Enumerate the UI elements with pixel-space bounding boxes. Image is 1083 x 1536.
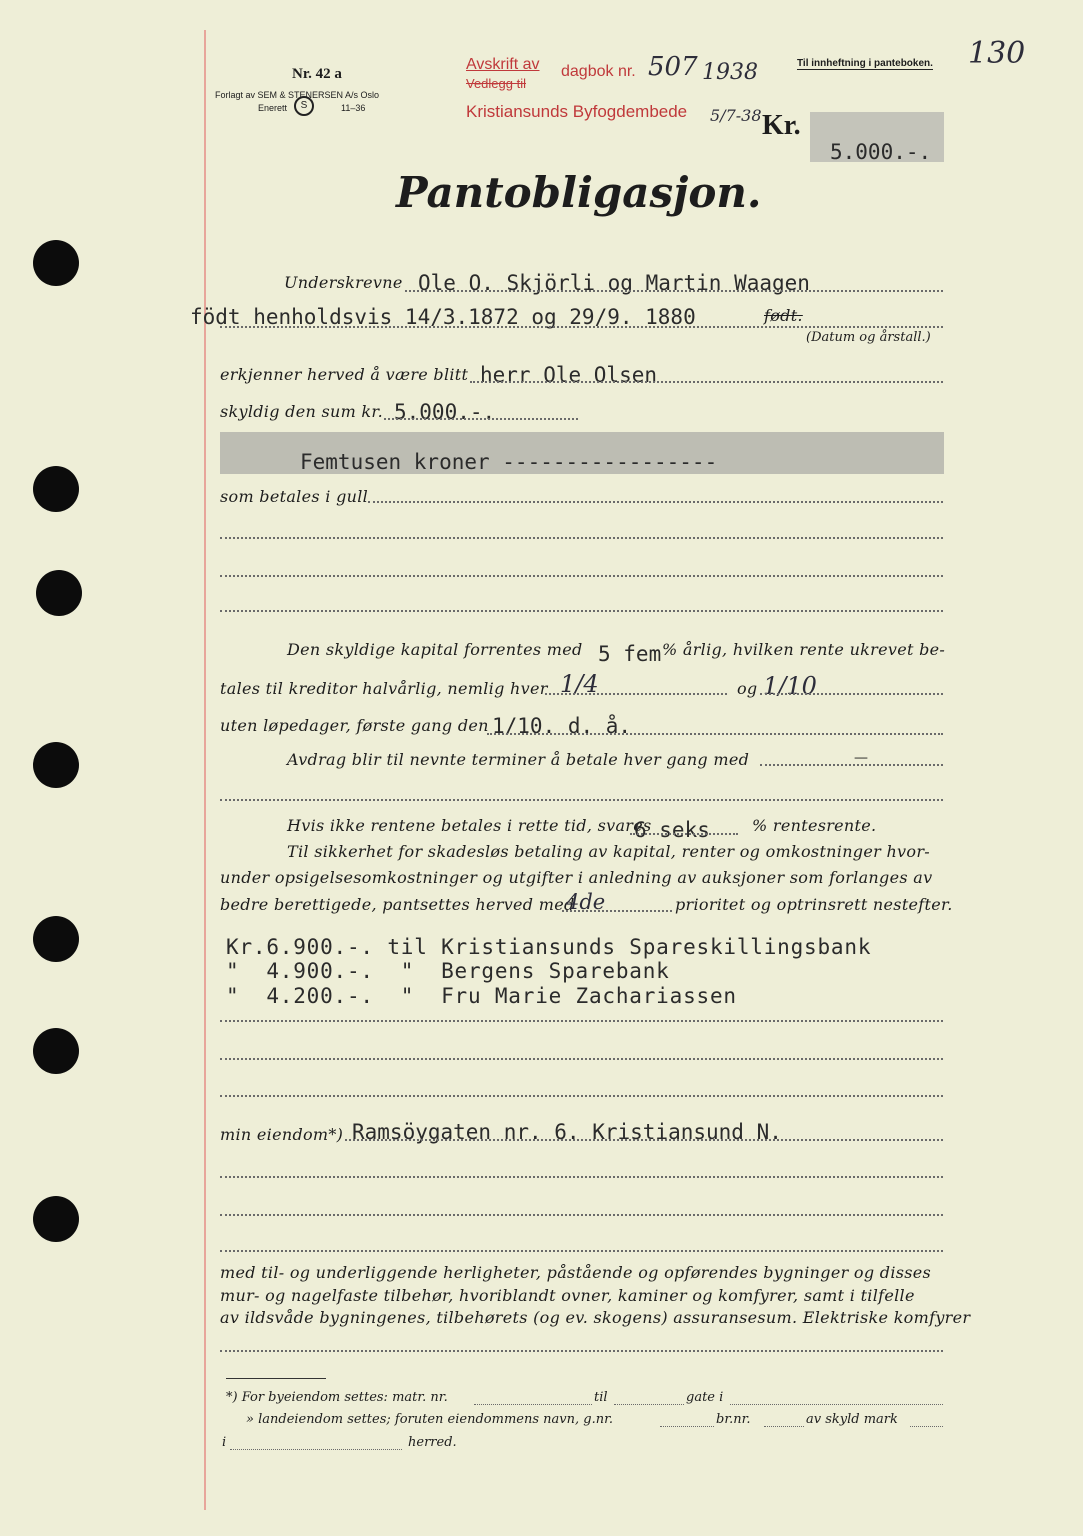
dagbok-year: 1938	[702, 60, 758, 85]
footnote-dotline-1	[474, 1404, 592, 1405]
blank-dotline-6	[220, 1058, 943, 1060]
form-number: Nr. 42 a	[292, 66, 342, 82]
red-margin-line	[204, 30, 206, 1510]
binder-hole-7	[33, 1196, 79, 1242]
rights-line: Enerett	[258, 103, 288, 113]
born-dotline	[220, 326, 943, 328]
dagbok-number: 507	[648, 52, 698, 82]
avdrag-dash: —	[854, 750, 868, 766]
annex-note: Til innheftning i panteboken.	[797, 58, 933, 69]
amount-words: Femtusen kroner -----------------	[300, 450, 718, 474]
property-value: Ramsöygaten nr. 6. Kristiansund N.	[352, 1120, 782, 1144]
footnote-1a: *) For byeiendom settes: matr. nr.	[226, 1390, 448, 1405]
blank-dotline-7	[220, 1095, 943, 1097]
hvis-dotline	[630, 833, 738, 835]
footnote-2a: » landeiendom settes; foruten eiendommens navn, g.nr.	[246, 1412, 613, 1427]
revision-line: 11–36	[341, 103, 366, 113]
debt-label: skyldig den sum kr.	[220, 402, 383, 421]
prior-claim-1: Kr.6.900.-. til Kristiansunds Spareskillingsbank	[226, 935, 872, 959]
page-number: 130	[968, 36, 1026, 71]
avdrag-text: Avdrag blir til nevnte terminer å betale hver gang med	[287, 750, 750, 769]
halfyear-text: tales til kreditor halvårlig, nemlig hver	[220, 679, 548, 698]
security-para-2: under opsigelsesomkostninger og utgifter i anledning av auksjoner som forlanges av	[220, 868, 933, 887]
priority-value: 4de	[566, 890, 606, 914]
court-date: 5/7-38	[710, 106, 762, 125]
first-date-dotline	[487, 733, 943, 735]
prior-claim-2: " 4.900.-. " Bergens Sparebank	[226, 959, 670, 983]
blank-dotline-8	[220, 1176, 943, 1178]
halfyear-og: og	[737, 679, 758, 698]
first-date-value: 1/10. d. å.	[492, 714, 632, 738]
footnote-dotline-3	[730, 1404, 943, 1405]
debt-value: 5.000.-.	[394, 400, 496, 424]
creditor-dotline	[470, 381, 943, 383]
interest-text-b: % årlig, hvilken rente ukrevet be-	[662, 640, 946, 659]
document-title: Pantobligasjon.	[396, 168, 762, 217]
halfyear-value-1: 1/4	[560, 670, 599, 698]
amount-value: 5.000.-.	[830, 140, 932, 164]
creditor-value: herr Ole Olsen	[480, 363, 658, 387]
binder-hole-4	[33, 742, 79, 788]
footnote-3a: i	[222, 1435, 227, 1450]
halfyear-dotline-1	[545, 693, 727, 695]
blank-dotline-3	[220, 610, 943, 612]
gold-label: som betales i gull	[220, 487, 369, 506]
gold-dotline	[368, 501, 943, 503]
creditor-label: erkjenner herved å være blitt	[220, 365, 469, 384]
blank-dotline-9	[220, 1214, 943, 1216]
undersign-value: Ole O. Skjörli og Martin Waagen	[418, 271, 810, 295]
blank-dotline-10	[220, 1250, 943, 1252]
undersign-dotline	[405, 290, 943, 292]
halfyear-value-2: 1/10	[763, 672, 817, 700]
binder-hole-2	[33, 466, 79, 512]
hvis-text-b: % rentesrente.	[752, 816, 877, 835]
born-value: födt henholdsvis 14/3.1872 og 29/9. 1880	[190, 305, 696, 329]
born-label: født.	[764, 306, 803, 325]
interest-value: 5 fem	[598, 642, 662, 666]
footnote-dotline-2	[614, 1404, 684, 1405]
blank-dotline-2	[220, 575, 943, 577]
blank-dotline-11	[220, 1350, 943, 1352]
dagbok-label: dagbok nr.	[561, 63, 636, 80]
prior-claim-3: " 4.200.-. " Fru Marie Zachariassen	[226, 984, 737, 1008]
court-name: Kristiansunds Byfogdembede	[466, 102, 688, 121]
footnote-2b: br.nr.	[716, 1412, 751, 1427]
property-dotline	[345, 1139, 943, 1141]
priority-dotline	[562, 910, 672, 912]
hvis-value: 6 seks	[634, 818, 710, 842]
hvis-text-a: Hvis ikke rentene betales i rette tid, svares	[287, 816, 652, 835]
property-label: min eiendom*)	[220, 1125, 344, 1144]
publisher-line: Forlagt av SEM & STENERSEN A/s Oslo	[215, 90, 380, 100]
blank-dotline-1	[220, 537, 943, 539]
binder-hole-1	[33, 240, 79, 286]
tail-para-3: av ildsvåde bygningenes, tilbehørets (og ev. skogens) assuransesum. Elektriske komfyrer	[220, 1308, 971, 1327]
binder-hole-6	[33, 1028, 79, 1074]
footnote-divider	[226, 1378, 326, 1379]
tail-para-2: mur- og nagelfaste tilbehør, hvoriblandt ovner, kaminer og komfyrer, samt i tilfelle	[220, 1286, 915, 1305]
avdrag-dotline	[760, 764, 943, 766]
footnote-dotline-5	[764, 1426, 804, 1427]
date-hint: (Datum og årstall.)	[806, 330, 931, 345]
footnote-1c: gate i	[686, 1390, 724, 1405]
footnote-dotline-4	[660, 1426, 714, 1427]
binder-hole-3	[36, 570, 82, 616]
binder-hole-5	[33, 916, 79, 962]
interest-text-a: Den skyldige kapital forrentes med	[287, 640, 583, 659]
security-para-3b: prioritet og optrinsrett nestefter.	[675, 895, 953, 914]
debt-dotline	[384, 418, 578, 420]
footnote-dotline-7	[230, 1449, 402, 1450]
kr-label: Kr.	[762, 110, 801, 141]
blank-dotline-4	[220, 799, 943, 801]
vedlegg-label: Vedlegg til	[466, 76, 526, 91]
footnote-1b: til	[594, 1390, 608, 1405]
blank-dotline-5	[220, 1020, 943, 1022]
avskrift-label: Avskrift av	[466, 56, 540, 73]
undersign-label: Underskrevne	[284, 273, 403, 292]
publisher-logo-icon: S	[294, 96, 314, 116]
first-date-label: uten løpedager, første gang den	[220, 716, 489, 735]
halfyear-dotline-2	[760, 693, 943, 695]
security-para-1: Til sikkerhet for skadesløs betaling av kapital, renter og omkostninger hvor-	[287, 842, 930, 861]
security-para-3a: bedre berettigede, pantsettes herved med	[220, 895, 575, 914]
footnote-2c: av skyld mark	[806, 1412, 898, 1427]
footnote-3b: herred.	[408, 1435, 457, 1450]
footnote-dotline-6	[910, 1426, 943, 1427]
tail-para-1: med til- og underliggende herligheter, påstående og opførendes bygninger og disses	[220, 1263, 932, 1282]
